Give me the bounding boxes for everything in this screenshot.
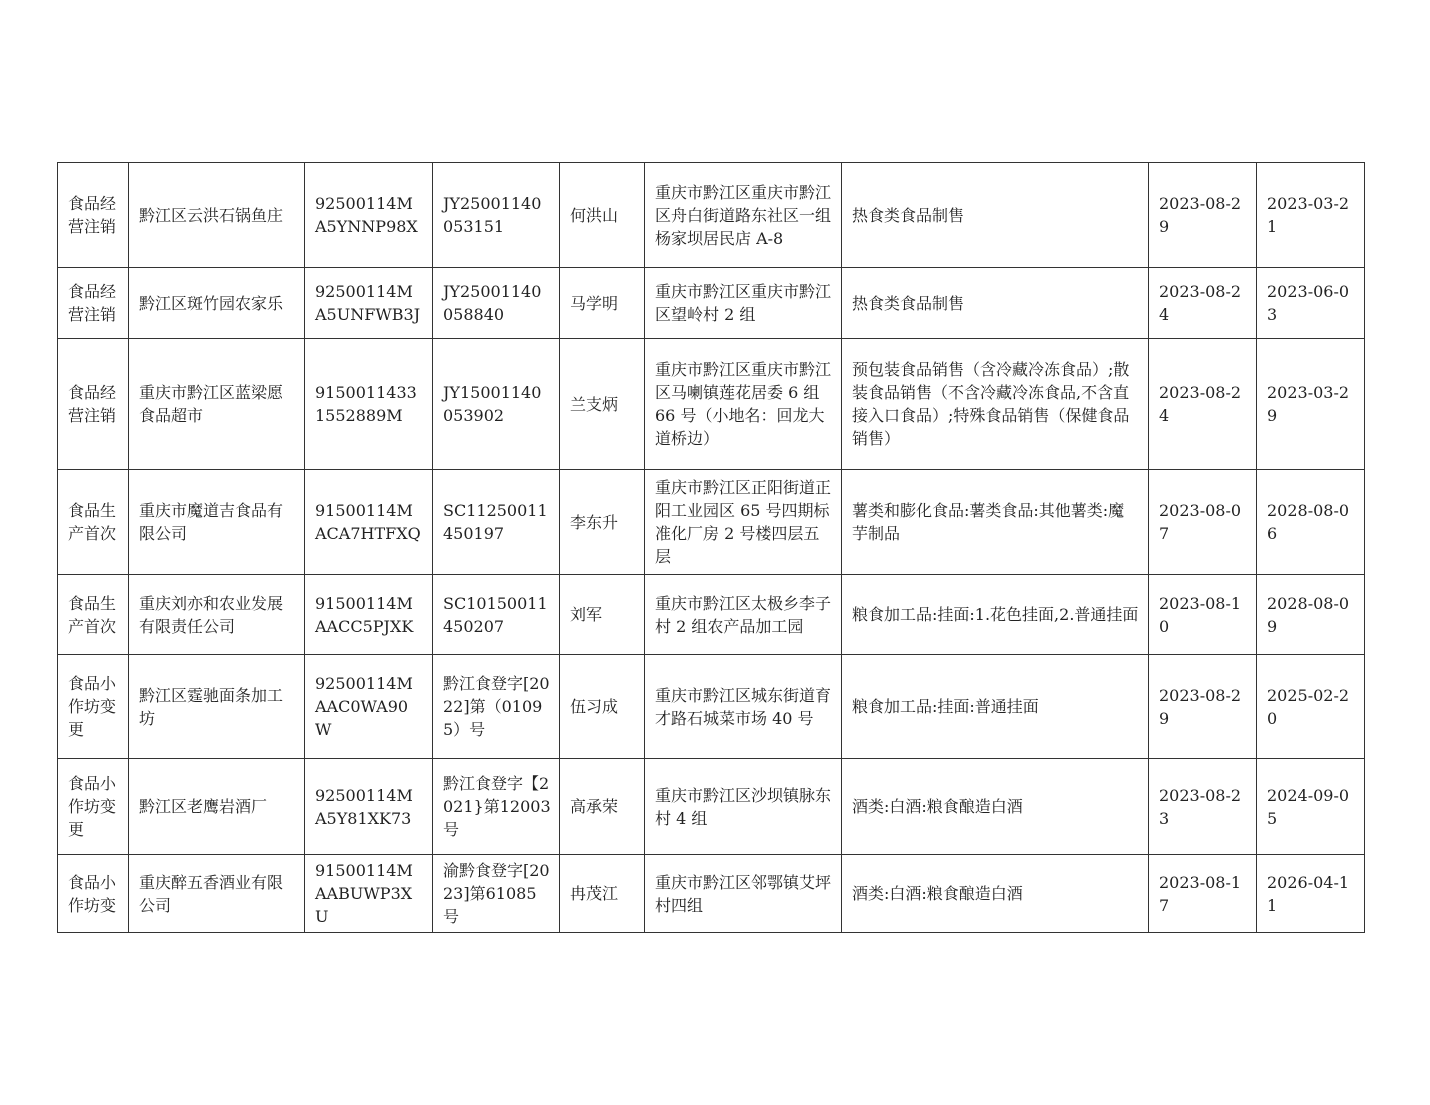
business-scope-cell: 预包装食品销售（含冷藏冷冻食品）;散装食品销售（不含冷藏冷冻食品,不含直接入口食品）;特殊食品销售（保健食品销售） bbox=[842, 339, 1149, 470]
issue-date-cell: 2023-08-10 bbox=[1149, 575, 1257, 655]
business-scope-cell: 粮食加工品:挂面:1.花色挂面,2.普通挂面 bbox=[842, 575, 1149, 655]
address-cell: 重庆市黔江区太极乡李子村 2 组农产品加工园 bbox=[645, 575, 842, 655]
credit-code-cell: 92500114MA5Y81XK73 bbox=[305, 759, 433, 855]
expiry-date-cell: 2023-06-03 bbox=[1257, 268, 1365, 339]
business-name-cell: 重庆刘亦和农业发展有限责任公司 bbox=[129, 575, 305, 655]
business-name-cell: 重庆醉五香酒业有限公司 bbox=[129, 855, 305, 933]
expiry-date-cell: 2023-03-21 bbox=[1257, 163, 1365, 268]
business-name-cell: 黔江区霆驰面条加工坊 bbox=[129, 655, 305, 759]
issue-date-cell: 2023-08-07 bbox=[1149, 470, 1257, 575]
table-row bbox=[58, 339, 1365, 470]
business-name-cell: 黔江区云洪石锅鱼庄 bbox=[129, 163, 305, 268]
records-table bbox=[57, 162, 1365, 933]
business-name-cell: 黔江区斑竹园农家乐 bbox=[129, 268, 305, 339]
license-number-cell: 黔江食登字【2021}第12003 号 bbox=[433, 759, 560, 855]
license-number-cell: JY25001140053151 bbox=[433, 163, 560, 268]
issue-date-cell: 2023-08-24 bbox=[1149, 268, 1257, 339]
record-type-cell: 食品生产首次 bbox=[58, 575, 129, 655]
table-row bbox=[58, 655, 1365, 759]
business-scope-cell: 粮食加工品:挂面:普通挂面 bbox=[842, 655, 1149, 759]
legal-person-cell: 刘军 bbox=[560, 575, 645, 655]
record-type-cell: 食品小作坊变更 bbox=[58, 655, 129, 759]
credit-code-cell: 92500114MA5UNFWB3J bbox=[305, 268, 433, 339]
credit-code-cell: 92500114MAAC0WA90W bbox=[305, 655, 433, 759]
address-cell: 重庆市黔江区城东街道育才路石城菜市场 40 号 bbox=[645, 655, 842, 759]
business-name-cell: 重庆市魔道吉食品有限公司 bbox=[129, 470, 305, 575]
address-cell: 重庆市黔江区邻鄂镇艾坪村四组 bbox=[645, 855, 842, 933]
expiry-date-cell: 2024-09-05 bbox=[1257, 759, 1365, 855]
address-cell: 重庆市黔江区重庆市黔江区舟白街道路东社区一组杨家坝居民店 A-8 bbox=[645, 163, 842, 268]
address-cell: 重庆市黔江区沙坝镇脉东村 4 组 bbox=[645, 759, 842, 855]
credit-code-cell: 92500114MA5YNNP98X bbox=[305, 163, 433, 268]
table-row bbox=[58, 575, 1365, 655]
table-row bbox=[58, 759, 1365, 855]
business-scope-cell: 热食类食品制售 bbox=[842, 163, 1149, 268]
legal-person-cell: 马学明 bbox=[560, 268, 645, 339]
table-row bbox=[58, 855, 1365, 933]
license-number-cell: SC10150011450207 bbox=[433, 575, 560, 655]
business-scope-cell: 酒类:白酒:粮食酿造白酒 bbox=[842, 759, 1149, 855]
expiry-date-cell: 2028-08-09 bbox=[1257, 575, 1365, 655]
record-type-cell: 食品小作坊变更 bbox=[58, 759, 129, 855]
table-row bbox=[58, 163, 1365, 268]
expiry-date-cell: 2023-03-29 bbox=[1257, 339, 1365, 470]
issue-date-cell: 2023-08-24 bbox=[1149, 339, 1257, 470]
legal-person-cell: 何洪山 bbox=[560, 163, 645, 268]
expiry-date-cell: 2028-08-06 bbox=[1257, 470, 1365, 575]
business-name-cell: 黔江区老鹰岩酒厂 bbox=[129, 759, 305, 855]
address-cell: 重庆市黔江区正阳街道正阳工业园区 65 号四期标准化厂房 2 号楼四层五层 bbox=[645, 470, 842, 575]
credit-code-cell: 91500114MAABUWP3XU bbox=[305, 855, 433, 933]
issue-date-cell: 2023-08-23 bbox=[1149, 759, 1257, 855]
legal-person-cell: 伍习成 bbox=[560, 655, 645, 759]
license-number-cell: JY15001140053902 bbox=[433, 339, 560, 470]
business-name-cell: 重庆市黔江区蓝梁愿食品超市 bbox=[129, 339, 305, 470]
record-type-cell: 食品经营注销 bbox=[58, 163, 129, 268]
issue-date-cell: 2023-08-29 bbox=[1149, 655, 1257, 759]
credit-code-cell: 91500114MAACC5PJXK bbox=[305, 575, 433, 655]
license-number-cell: SC11250011450197 bbox=[433, 470, 560, 575]
license-number-cell: 渝黔食登字[2023]第61085 号 bbox=[433, 855, 560, 933]
credit-code-cell: 91500114MACA7HTFXQ bbox=[305, 470, 433, 575]
business-scope-cell: 薯类和膨化食品:薯类食品:其他薯类:魔芋制品 bbox=[842, 470, 1149, 575]
address-cell: 重庆市黔江区重庆市黔江区望岭村 2 组 bbox=[645, 268, 842, 339]
credit-code-cell: 91500114331552889M bbox=[305, 339, 433, 470]
business-scope-cell: 热食类食品制售 bbox=[842, 268, 1149, 339]
issue-date-cell: 2023-08-17 bbox=[1149, 855, 1257, 933]
expiry-date-cell: 2025-02-20 bbox=[1257, 655, 1365, 759]
table-row bbox=[58, 268, 1365, 339]
issue-date-cell: 2023-08-29 bbox=[1149, 163, 1257, 268]
record-type-cell: 食品小作坊变 bbox=[58, 855, 129, 933]
legal-person-cell: 高承荣 bbox=[560, 759, 645, 855]
table-body bbox=[58, 163, 1365, 933]
legal-person-cell: 兰支炳 bbox=[560, 339, 645, 470]
table-row bbox=[58, 470, 1365, 575]
expiry-date-cell: 2026-04-11 bbox=[1257, 855, 1365, 933]
address-cell: 重庆市黔江区重庆市黔江区马喇镇莲花居委 6 组 66 号（小地名：回龙大道桥边） bbox=[645, 339, 842, 470]
business-scope-cell: 酒类:白酒:粮食酿造白酒 bbox=[842, 855, 1149, 933]
record-type-cell: 食品经营注销 bbox=[58, 339, 129, 470]
license-number-cell: JY25001140058840 bbox=[433, 268, 560, 339]
legal-person-cell: 李东升 bbox=[560, 470, 645, 575]
license-number-cell: 黔江食登字[2022]第（01095）号 bbox=[433, 655, 560, 759]
record-type-cell: 食品经营注销 bbox=[58, 268, 129, 339]
legal-person-cell: 冉茂江 bbox=[560, 855, 645, 933]
record-type-cell: 食品生产首次 bbox=[58, 470, 129, 575]
